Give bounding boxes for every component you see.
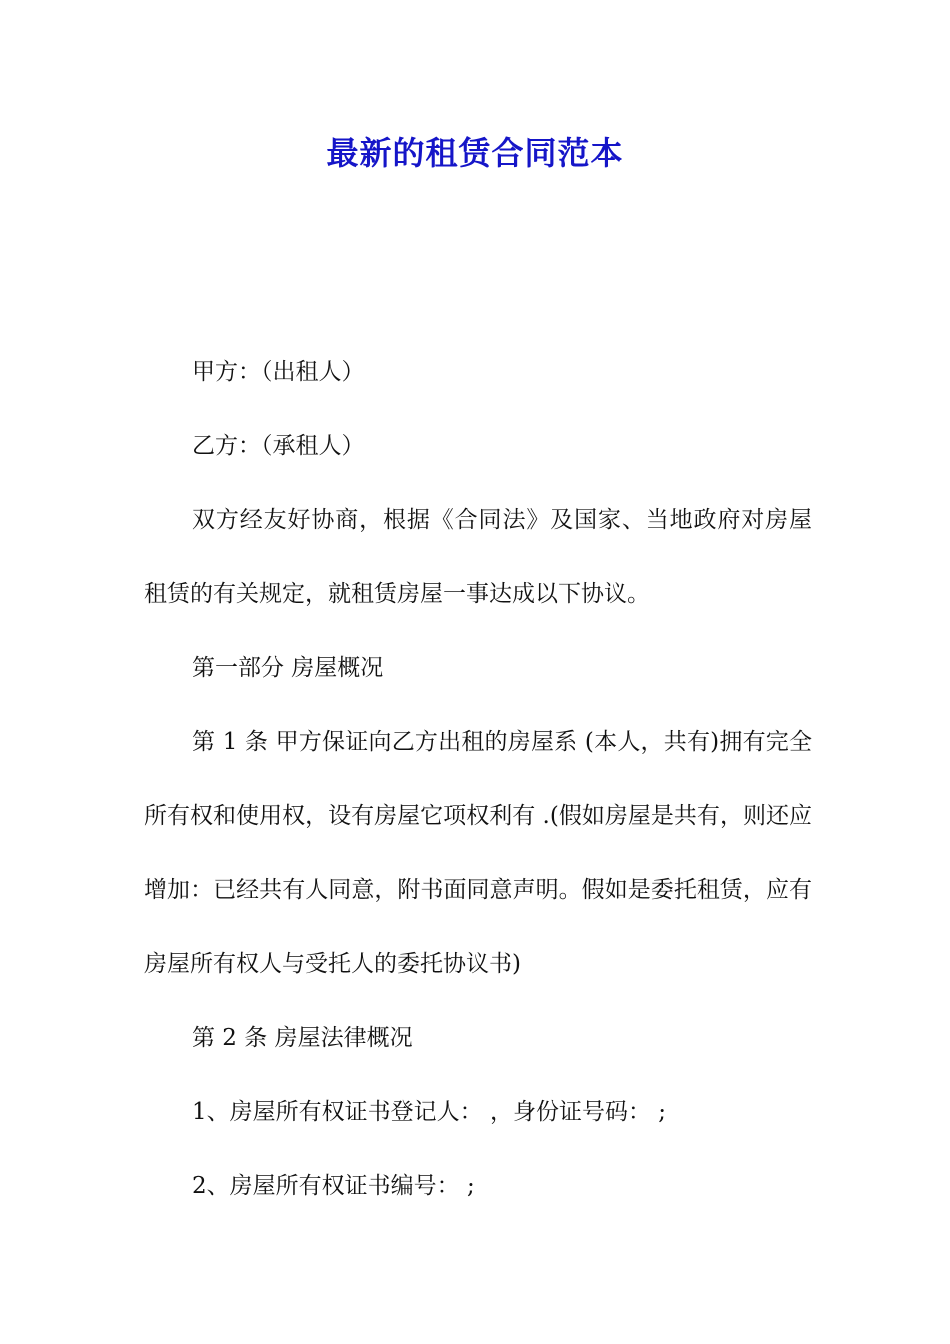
agreement-intro-paragraph: 双方经友好协商，根据《合同法》及国家、当地政府对房屋租赁的有关规定，就租赁房屋一事达成以下协议。 — [144, 507, 812, 607]
ownership-registrant-line: 1、房屋所有权证书登记人： ，身份证号码： ; — [192, 1099, 667, 1125]
article-2-heading: 第 2 条 房屋法律概况 — [192, 1025, 413, 1051]
section-heading-part-one: 第一部分 房屋概况 — [192, 655, 384, 681]
party-a-line: 甲方：（出租人） — [192, 359, 365, 385]
document-body — [144, 335, 812, 1223]
article-1-paragraph: 第 1 条 甲方保证向乙方出租的房屋系 (本人，共有)拥有完全所有权和使用权，设有房屋它项权利有 .(假如房屋是共有，则还应增加：已经共有人同意，附书面同意声明。假如是委托租赁，应有房屋所有权人与受托人的委托协议书) — [144, 729, 812, 977]
party-b-line: 乙方：（承租人） — [192, 433, 365, 459]
document-title: 最新的租赁合同范本 — [326, 134, 624, 172]
ownership-certificate-number-line: 2、房屋所有权证书编号： ; — [192, 1173, 475, 1199]
